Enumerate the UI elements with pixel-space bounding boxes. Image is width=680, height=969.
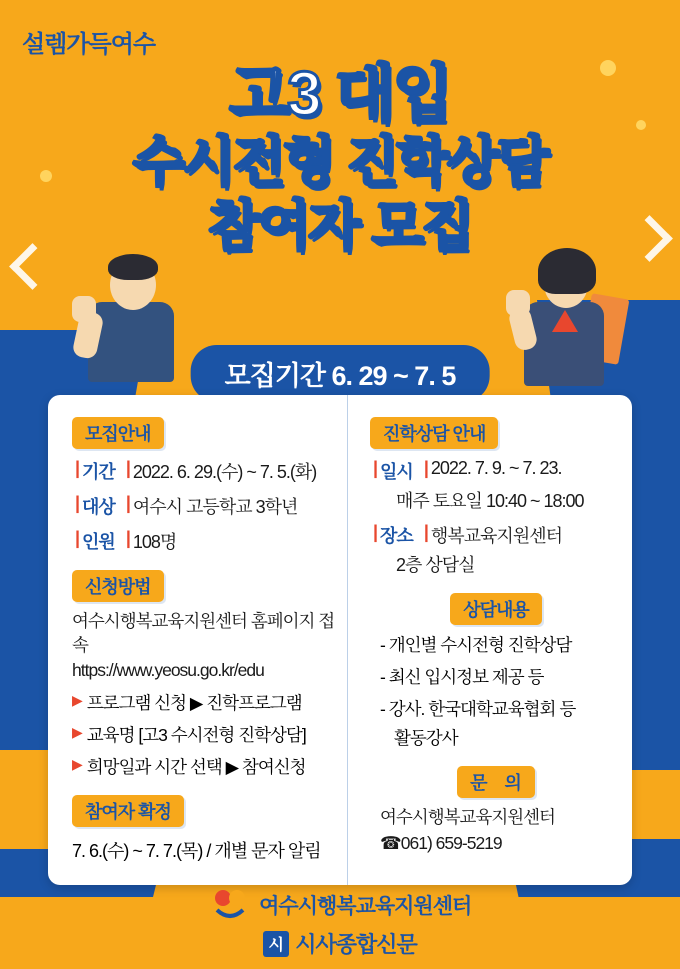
info-key: 일시 (380, 462, 413, 482)
counseling-item (380, 696, 622, 721)
info-value: 108명 (132, 532, 177, 552)
info-row: | 일시 | 2022. 7. 9. ~ 7. 23. (373, 458, 562, 482)
info-key: 장소 (380, 526, 413, 546)
footer-organization (0, 888, 680, 922)
info-column-left (48, 395, 348, 885)
application-line-1: 여수시행복교육지원센터 홈페이지 접속 (72, 611, 335, 655)
title-line-2: 수시전형 진학상담 (132, 131, 548, 192)
section-contact (370, 766, 622, 855)
section-badge-recruitment: 모집안내 (72, 417, 164, 449)
application-step (72, 690, 337, 715)
info-row: | 기간 | 2022. 6. 29.(수) ~ 7. 5.(화) (75, 458, 317, 482)
application-step-label: 교육명 [고3 수시전형 진학상담] (86, 724, 306, 745)
info-value: 2층 상담실 (396, 555, 475, 575)
triangle-icon: ▶ (72, 691, 82, 708)
title-line-1: 고3 대입 (229, 60, 451, 129)
counseling-item (380, 664, 622, 689)
section-badge-content: 상담내용 (450, 593, 542, 625)
happy-education-mark-icon (209, 888, 251, 922)
press-logo-block (263, 928, 417, 959)
triangle-icon: ▶ (72, 723, 82, 740)
confirmation-text: 7. 6.(수) ~ 7. 7.(목) / 개별 문자 알림 (72, 840, 321, 861)
footer-organization-label: 여수시행복교육지원센터 (259, 895, 472, 918)
section-counseling-info (370, 417, 622, 577)
info-key: 기간 (82, 462, 115, 482)
application-step (72, 722, 337, 747)
contact-org: 여수시행복교육지원센터 (380, 807, 555, 827)
application-step-label: 희망일과 시간 선택 ▶ 참여신청 (86, 756, 306, 777)
counseling-item-label: - 강사. 한국대학교육협회 등 (380, 699, 576, 719)
poster-footer (0, 888, 680, 959)
info-value: 2022. 6. 29.(수) ~ 7. 5.(화) (132, 462, 317, 482)
title-line-3: 참여자 모집 (208, 196, 472, 257)
info-column-right (348, 395, 632, 885)
info-row (396, 551, 622, 577)
section-counseling-content (370, 593, 622, 750)
counseling-item (380, 632, 622, 657)
section-recruitment-info (72, 417, 337, 554)
info-row: | 인원 | 108명 (75, 528, 177, 552)
press-name-label: 시사종합신문 (295, 932, 417, 957)
counseling-item-label: - 최신 입시정보 제공 등 (380, 667, 544, 687)
section-application-method (72, 570, 337, 779)
info-value: 2022. 7. 9. ~ 7. 23. (430, 458, 562, 478)
section-badge-counseling: 진학상담 안내 (370, 417, 498, 449)
section-badge-confirmation: 참여자 확정 (72, 795, 184, 827)
info-card (48, 395, 632, 885)
application-url[interactable]: https://www.yeosu.go.kr/edu (72, 660, 264, 681)
info-row: | 장소 | 행복교육지원센터 (373, 522, 562, 546)
counseling-item-label: - 개인별 수시전형 진학상담 (380, 635, 572, 655)
contact-phone[interactable]: ☎061) 659-5219 (380, 832, 502, 853)
info-row: | 대상 | 여수시 고등학교 3학년 (75, 493, 298, 517)
illustration-student-male (70, 240, 190, 380)
application-step-label: 프로그램 신청 ▶ 진학프로그램 (86, 692, 302, 713)
illustration-student-female (500, 238, 630, 388)
counseling-item-continued: 활동강사 (394, 728, 458, 748)
info-value: 행복교육지원센터 (430, 526, 562, 546)
poster-title (0, 62, 680, 256)
info-key: 인원 (82, 532, 115, 552)
section-badge-application: 신청방법 (72, 570, 164, 602)
recruitment-period-badge: 모집기간 6. 29 ~ 7. 5 (191, 345, 490, 402)
info-key: 대상 (82, 497, 115, 517)
section-participant-confirmation (72, 795, 337, 863)
info-row (396, 487, 622, 513)
section-badge-contact: 문 의 (457, 766, 535, 798)
triangle-icon: ▶ (72, 755, 82, 772)
info-value: 여수시 고등학교 3학년 (132, 497, 298, 517)
newspaper-logo-icon: 시 (263, 931, 289, 957)
info-value: 매주 토요일 10:40 ~ 18:00 (396, 491, 584, 511)
city-logo-text: 설렘가득여수 (22, 31, 156, 58)
application-step (72, 754, 337, 779)
